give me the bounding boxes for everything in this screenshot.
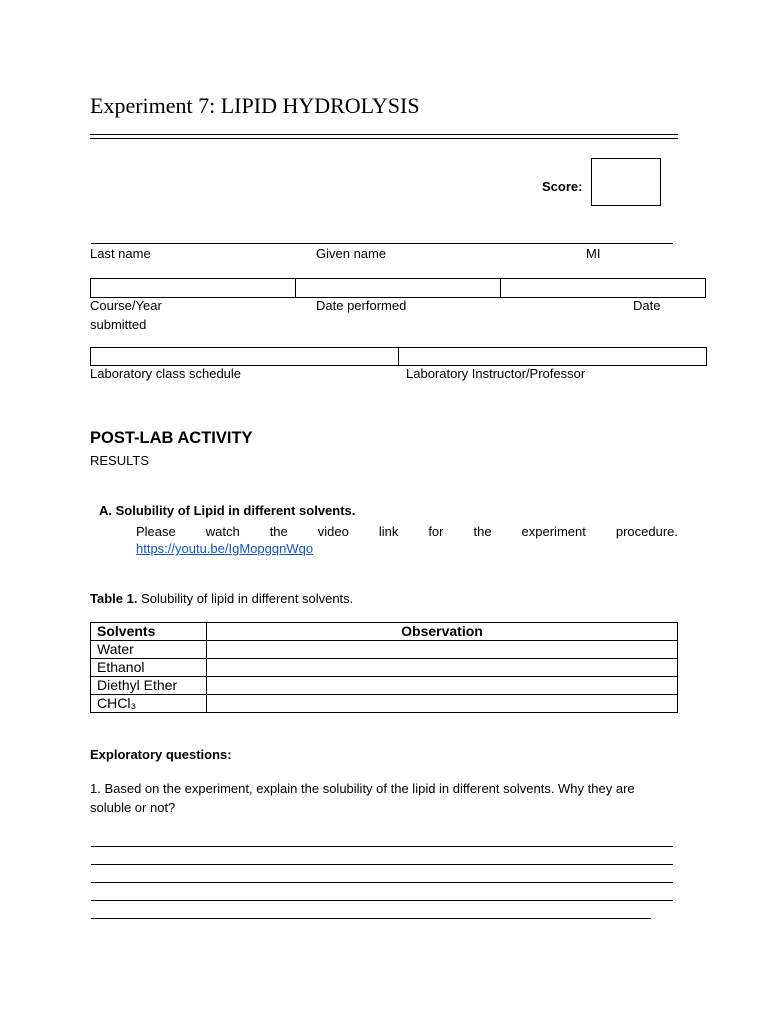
table-caption (90, 591, 353, 606)
answer-line[interactable] (91, 846, 673, 847)
results-label: RESULTS (90, 453, 149, 468)
answer-line[interactable] (91, 882, 673, 883)
title-divider-bottom (90, 138, 678, 139)
question-1: 1. Based on the experiment, explain the solubility of the lipid in different solvents. Why they are soluble or not? (90, 781, 635, 815)
observation-cell[interactable] (207, 641, 678, 659)
table-caption-label: Table 1. (90, 591, 138, 606)
solvent-cell: CHCl₃ (91, 695, 207, 713)
lab-instructor-field[interactable] (399, 348, 706, 365)
solvent-cell: Diethyl Ether (91, 677, 207, 695)
table-header-row (91, 623, 678, 641)
last-name-label: Last name (90, 246, 151, 261)
date-label: Date (633, 298, 661, 313)
instruction-text: Please watch the video link for the experiment procedure. (136, 524, 678, 539)
score-label: Score: (542, 179, 583, 194)
answer-line[interactable] (91, 918, 651, 919)
name-underline[interactable] (91, 243, 673, 244)
solvent-cell: Ethanol (91, 659, 207, 677)
observation-cell[interactable] (207, 659, 678, 677)
table-row (91, 695, 678, 713)
date-performed-field[interactable] (296, 279, 501, 297)
answer-line[interactable] (91, 900, 673, 901)
title-divider-top (90, 134, 678, 135)
solubility-table (90, 622, 678, 713)
table-row (91, 641, 678, 659)
observation-cell[interactable] (207, 695, 678, 713)
date-submitted-field[interactable] (501, 279, 705, 297)
lab-schedule-fields (90, 347, 707, 366)
course-date-fields (90, 278, 706, 298)
solvent-cell: Water (91, 641, 207, 659)
course-year-field[interactable] (91, 279, 296, 297)
observation-header: Observation (207, 623, 678, 641)
post-lab-heading: POST-LAB ACTIVITY (90, 429, 253, 447)
course-year-label: Course/Year (90, 298, 162, 313)
lab-instructor-label: Laboratory Instructor/Professor (406, 366, 586, 381)
solvents-header: Solvents (91, 623, 207, 641)
lab-schedule-label: Laboratory class schedule (90, 366, 242, 381)
section-a-heading: A. Solubility of Lipid in different solvents. (99, 503, 356, 518)
table-row (91, 659, 678, 677)
table-caption-text: Solubility of lipid in different solvents. (137, 591, 354, 606)
answer-line[interactable] (91, 864, 673, 865)
mi-label: MI (586, 246, 601, 261)
submitted-label: submitted (90, 317, 147, 332)
lab-schedule-field[interactable] (91, 348, 399, 365)
page-title: Experiment 7: LIPID HYDROLYSIS (90, 93, 420, 118)
exploratory-heading: Exploratory questions: (90, 747, 232, 762)
observation-cell[interactable] (207, 677, 678, 695)
date-performed-label: Date performed (316, 298, 407, 313)
table-row (91, 677, 678, 695)
video-link[interactable]: https://youtu.be/IgMopgqnWqo (136, 541, 314, 556)
given-name-label: Given name (316, 246, 387, 261)
score-box[interactable] (591, 158, 661, 206)
